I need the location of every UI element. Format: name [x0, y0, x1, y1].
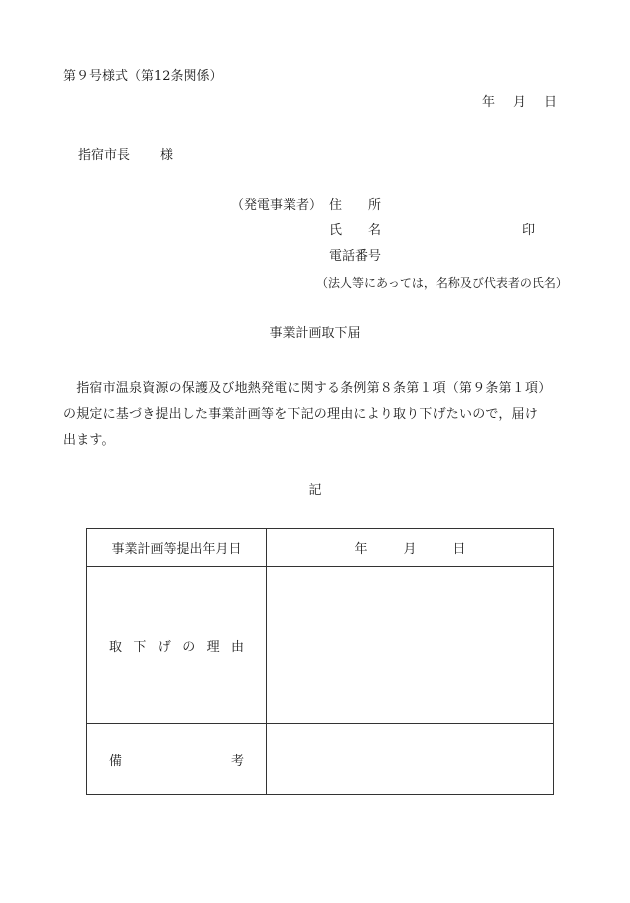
submitter-role: （発電事業者） [231, 198, 323, 213]
reason-label: 取下げの理由 [109, 639, 244, 655]
reason-field[interactable] [267, 567, 554, 724]
corporate-note: （法人等にあっては，名称及び代表者の氏名） [316, 276, 568, 290]
reason-label-cell [87, 567, 267, 724]
table-month-label: 月 [403, 542, 417, 557]
seal-mark: 印 [522, 223, 536, 238]
body-paragraph [63, 376, 553, 454]
remarks-label: 備考 [109, 753, 244, 769]
ki-heading: 記 [308, 483, 322, 498]
address-label: 住 所 [329, 198, 382, 213]
withdrawal-form-table [86, 528, 554, 795]
addressee-name: 指宿市長 [78, 148, 131, 163]
date-month-label: 月 [513, 95, 527, 110]
date-day-label: 日 [544, 95, 558, 110]
body-line-1: 指宿市温泉資源の保護及び地熱発電に関する条例第８条第１項（第９条第１項） [63, 381, 552, 396]
form-number: 第９号様式（第12条関係） [63, 69, 223, 84]
date-year-label: 年 [482, 95, 496, 110]
body-line-3: 出ます。 [63, 433, 115, 448]
table-row [87, 529, 554, 567]
document-title: 事業計画取下届 [269, 326, 361, 341]
body-line-2: の規定に基づき提出した事業計画等を下記の理由により取り下げたいので，届け [63, 407, 538, 422]
addressee [78, 149, 173, 162]
table-row [87, 724, 554, 795]
remarks-label-cell [87, 724, 267, 795]
name-label: 氏 名 [329, 223, 382, 238]
phone-label: 電話番号 [329, 249, 382, 264]
submission-date-label: 事業計画等提出年月日 [87, 529, 267, 567]
remarks-field[interactable] [267, 724, 554, 795]
addressee-honorific: 様 [160, 148, 174, 163]
submission-date [482, 96, 557, 109]
submission-date-field[interactable] [267, 529, 554, 567]
table-year-label: 年 [354, 542, 368, 557]
table-day-label: 日 [452, 542, 466, 557]
table-row [87, 567, 554, 724]
